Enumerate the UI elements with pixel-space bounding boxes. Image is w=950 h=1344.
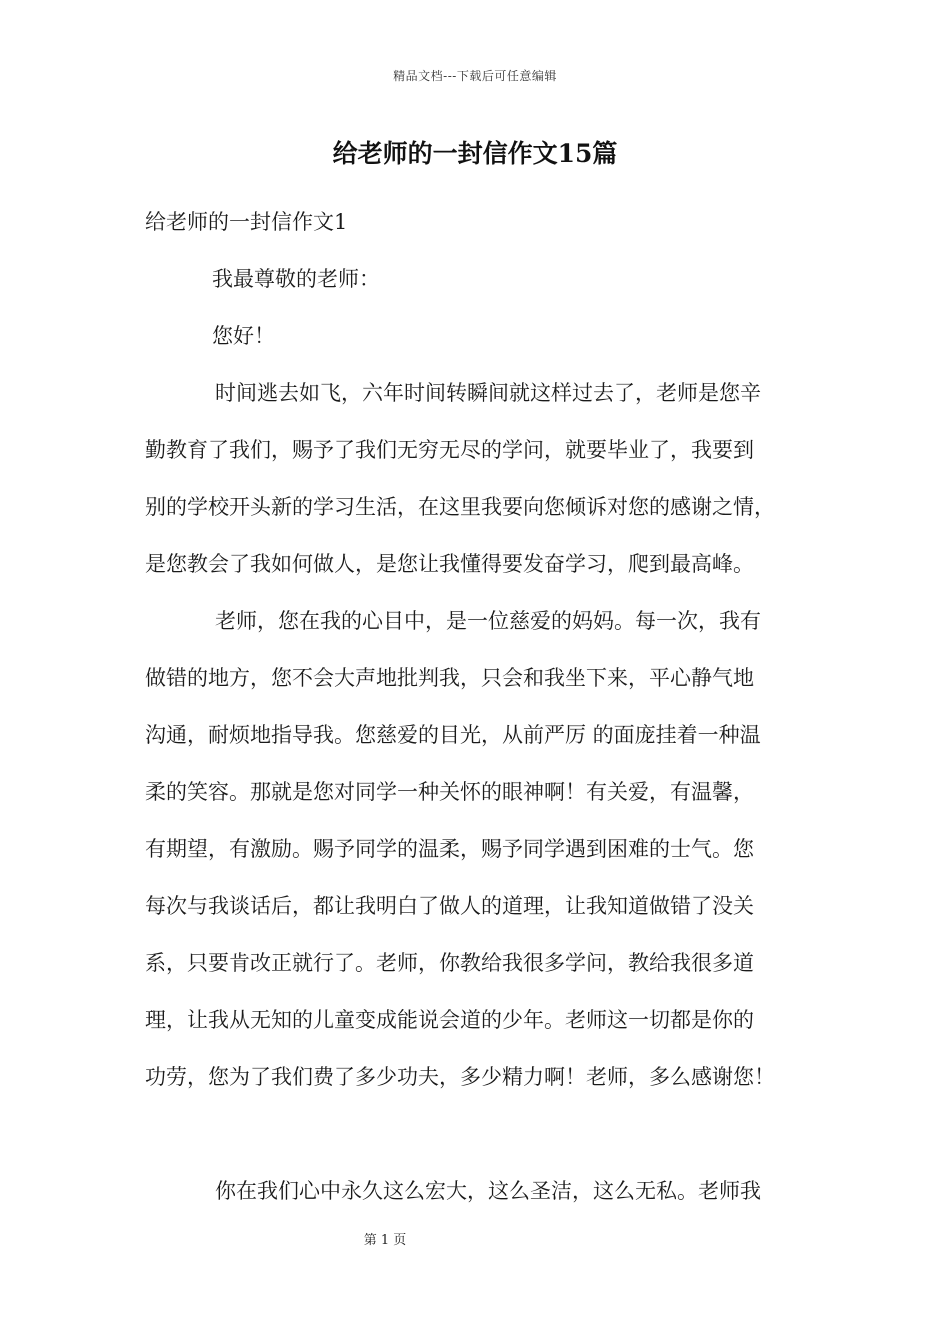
paragraph-2-line: 有期望，有激励。赐予同学的温柔，赐予同学遇到困难的士气。您: [145, 837, 754, 861]
greeting: 您好！: [212, 324, 275, 348]
paragraph-2-line: 理，让我从无知的儿童变成能说会道的少年。老师这一切都是你的: [145, 1008, 754, 1032]
paragraph-2-line: 柔的笑容。那就是您对同学一种关怀的眼神啊！有关爱，有温馨，: [145, 780, 754, 804]
paragraph-3-line: 你在我们心中永久这么宏大，这么圣洁，这么无私。老师我: [215, 1179, 761, 1203]
document-title: 给老师的一封信作文15篇: [332, 139, 618, 168]
paragraph-1-line: 时间逃去如飞，六年时间转瞬间就这样过去了，老师是您辛: [215, 381, 761, 405]
paragraph-2-line: 沟通，耐烦地指导我。您慈爱的目光，从前严厉 的面庞挂着一种温: [145, 723, 761, 747]
header-note: 精品文档---下载后可任意编辑: [393, 69, 557, 83]
paragraph-2-line: 做错的地方，您不会大声地批判我，只会和我坐下来，平心静气地: [145, 666, 754, 690]
section-heading: 给老师的一封信作文1: [145, 210, 348, 234]
salutation: 我最尊敬的老师：: [212, 267, 380, 291]
page-number: 第 1 页: [363, 1233, 407, 1248]
paragraph-1-line: 是您教会了我如何做人，是您让我懂得要发奋学习，爬到最高峰。: [145, 552, 754, 576]
paragraph-2-line: 每次与我谈话后，都让我明白了做人的道理，让我知道做错了没关: [145, 894, 754, 918]
paragraph-2-line: 老师，您在我的心目中，是一位慈爱的妈妈。每一次，我有: [215, 609, 761, 633]
paragraph-2-line: 系，只要肯改正就行了。老师，你教给我很多学问，教给我很多道: [145, 951, 754, 975]
paragraph-1-line: 别的学校开头新的学习生活，在这里我要向您倾诉对您的感谢之情，: [145, 495, 775, 519]
paragraph-2-line: 功劳，您为了我们费了多少功夫，多少精力啊！老师，多么感谢您！: [145, 1065, 775, 1089]
paragraph-1-line: 勤教育了我们，赐予了我们无穷无尽的学问，就要毕业了，我要到: [145, 438, 754, 462]
